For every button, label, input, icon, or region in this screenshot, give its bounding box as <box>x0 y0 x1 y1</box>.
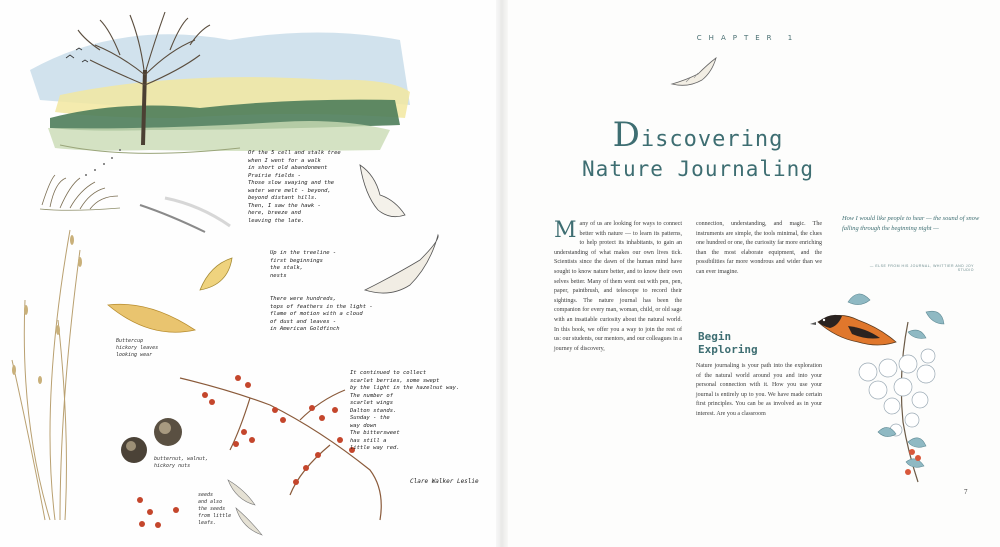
title-line-1-rest: iscovering <box>640 127 784 152</box>
feather-leaf <box>108 304 195 332</box>
journal-note-lower: There were hundreds, tops of feathers in the light - flame of motion with a cloud of dust and leaves - in American Goldfinch <box>270 296 373 332</box>
book-gutter <box>496 0 508 547</box>
body-dropcap: M <box>554 218 577 243</box>
title-line-1 <box>528 115 868 155</box>
quote-attribution: — ELSE FROM HIS JOURNAL, WHITTIER AND JOY STUDIO <box>869 264 974 272</box>
journal-note-mid: Up in the treeline - first beginnings the stalk, nests <box>270 250 337 279</box>
title-dropcap: D <box>612 115 641 155</box>
caption-nuts: butternut, walnut, hickory nuts <box>154 456 209 469</box>
caption-feather-leaf: Buttercup hickory leaves looking wear <box>116 338 159 358</box>
journal-note-bottom-right: It continued to collect scarlet berries, some swept by the light in the hazelnut way. The number of scarlet wings Dalton stands. Sunday - the way down The bittersweet has still a little way red. <box>350 370 460 451</box>
section-heading: Begin Exploring <box>698 330 758 356</box>
bird-sketch-top <box>360 165 405 217</box>
chapter-label: CHAPTER 1 <box>696 34 800 42</box>
body-column-2: connection, understanding, and magic. The instruments are simple, the tools minimal, the clues one hundred or one, the curiosity far more enriching than the most elaborate equipment, and the possibilities far more wondrous and wider than we can ever imagine. <box>696 221 822 275</box>
bird-sketch-flying <box>365 235 438 293</box>
pull-quote: How I would like people to hear — the sound of snow falling through the beginning night — <box>842 215 980 232</box>
caption-seeds: seeds and also the seeds from little leafs. <box>198 492 232 526</box>
leaf <box>200 258 232 290</box>
body-column-2b: Nature journaling is your path into the exploration of the natural world around you and into your personal connection with it. How you use your journal is entirely up to you. We have made certain first principles. You can be as involved as in your interest. Are you a classroom <box>696 363 822 417</box>
tall-grass <box>12 230 80 520</box>
twig <box>140 205 205 232</box>
title-line-2: Nature Journaling <box>582 157 814 181</box>
chapter-title <box>528 115 868 183</box>
right-page <box>508 0 1000 547</box>
oriole-illustration <box>808 282 958 492</box>
body-column-1 <box>554 220 682 354</box>
signature: Clare Walker Leslie <box>410 478 479 485</box>
grass-clump <box>40 175 120 210</box>
hawk-icon <box>668 54 720 92</box>
page-number: 7 <box>964 488 968 496</box>
journal-note-top: Of the 5 cell and stalk tree when I went for a walk in short old abandonment Prairie fields - Those slow swaying and the water were melt - beyond, beyond distant hills. Then, I saw the hawk - here, breeze and leaving the late. <box>248 150 341 224</box>
body-column-1-text: any of us are looking for ways to connect better with nature — to learn its patterns, to help protect its inhabitants, to gain an understanding of what makes our own lives tick. Scientists since the dawn of the human mind have sought to know nature better, and to know their own selves better. Many of them went out with pen, pen, paper, paintbrush, and telescope to record their sightings. The nature journal has been the companion for every man, woman, child, or old sage with an insatiable curiosity about the natural world. In this book, we offer you a way to join the rest of us: our students, our mentors, and our colleagues in a journey of discovery, <box>554 221 682 352</box>
